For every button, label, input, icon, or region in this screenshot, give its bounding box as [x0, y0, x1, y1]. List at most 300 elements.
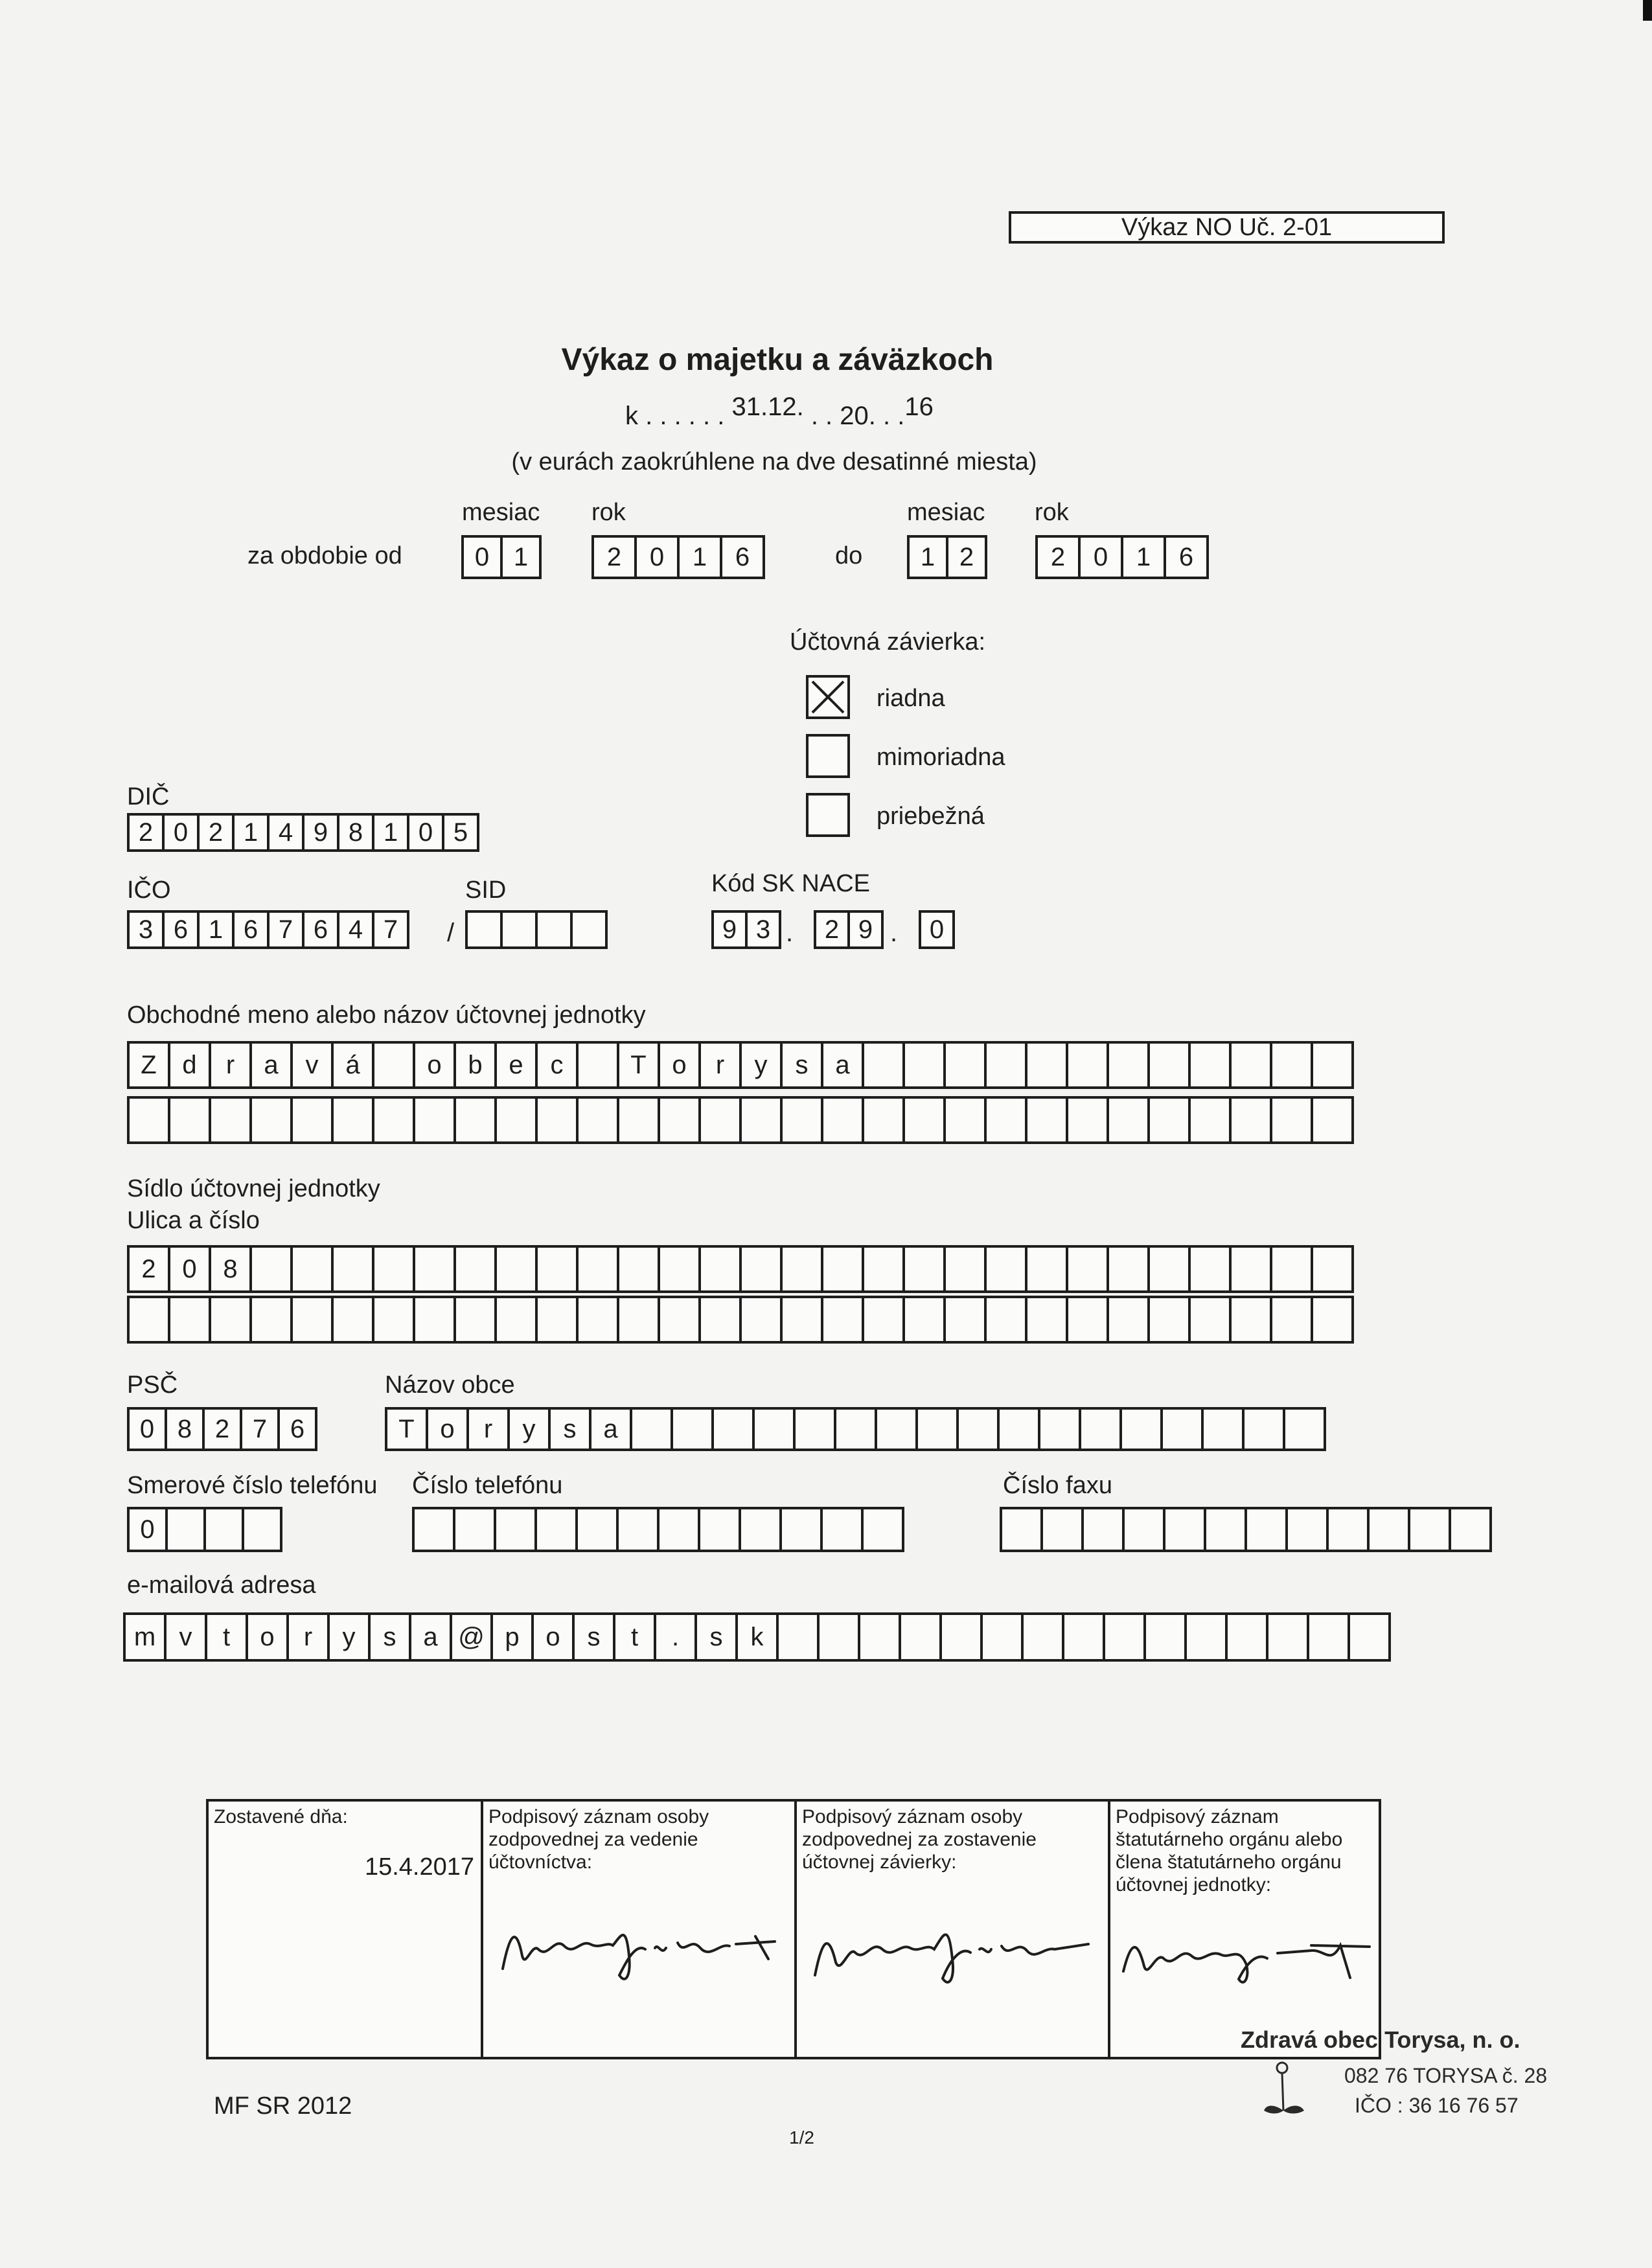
char-cell[interactable]	[1311, 1296, 1354, 1344]
char-cell[interactable]	[779, 1507, 823, 1552]
char-cell[interactable]	[1062, 1612, 1105, 1662]
char-cell[interactable]	[1225, 1612, 1268, 1662]
char-cell[interactable]	[249, 1245, 293, 1293]
char-cell[interactable]	[576, 1296, 619, 1344]
checkbox-mimoriadna[interactable]	[806, 734, 850, 778]
char-cell[interactable]: a	[821, 1041, 864, 1089]
char-cell[interactable]	[834, 1407, 877, 1451]
from-month-field[interactable]	[461, 535, 542, 579]
street-field-row1[interactable]	[127, 1245, 1354, 1293]
char-cell[interactable]	[1163, 1507, 1206, 1552]
char-cell[interactable]	[242, 1507, 282, 1552]
char-cell[interactable]	[698, 1296, 742, 1344]
char-cell[interactable]	[1107, 1296, 1150, 1344]
char-cell[interactable]	[1188, 1296, 1232, 1344]
sig-col-date	[209, 1802, 481, 2057]
from-year-field[interactable]	[591, 535, 765, 579]
page-title: Výkaz o majetku a záväzkoch	[561, 343, 994, 377]
char-cell[interactable]	[821, 1245, 864, 1293]
char-cell[interactable]	[1107, 1245, 1150, 1293]
char-cell[interactable]: @	[450, 1612, 493, 1662]
char-cell[interactable]	[1283, 1407, 1326, 1451]
char-cell[interactable]	[1184, 1612, 1228, 1662]
char-cell[interactable]	[500, 910, 538, 949]
char-cell[interactable]: 0	[127, 1407, 167, 1451]
char-cell[interactable]	[1107, 1096, 1150, 1144]
char-cell[interactable]	[1081, 1507, 1125, 1552]
char-cell[interactable]: 4	[337, 910, 374, 949]
char-cell[interactable]	[862, 1296, 905, 1344]
checkbox-riadna-label: riadna	[877, 685, 945, 712]
char-cell[interactable]	[1025, 1296, 1068, 1344]
char-cell[interactable]	[1066, 1296, 1109, 1344]
char-cell[interactable]	[902, 1041, 946, 1089]
char-cell[interactable]	[535, 1296, 579, 1344]
nace-field-1[interactable]	[711, 910, 781, 949]
phone-label: Číslo telefónu	[412, 1472, 563, 1499]
char-cell[interactable]: 6	[302, 910, 339, 949]
char-cell[interactable]	[535, 1096, 579, 1144]
char-cell[interactable]: 1	[232, 813, 270, 852]
char-cell[interactable]: k	[735, 1612, 779, 1662]
char-cell[interactable]	[821, 1296, 864, 1344]
char-cell[interactable]	[630, 1407, 673, 1451]
stamp	[1241, 2026, 1548, 2136]
char-cell[interactable]	[168, 1096, 211, 1144]
char-cell[interactable]	[1270, 1096, 1313, 1144]
psc-field[interactable]	[127, 1407, 317, 1451]
char-cell[interactable]	[1143, 1612, 1187, 1662]
signature-statutory	[1117, 1907, 1376, 1997]
char-cell[interactable]: 2	[197, 813, 235, 852]
char-cell[interactable]	[1160, 1407, 1204, 1451]
char-cell[interactable]: 9	[302, 813, 339, 852]
char-cell[interactable]	[249, 1296, 293, 1344]
char-cell[interactable]	[902, 1296, 946, 1344]
char-cell[interactable]	[1311, 1245, 1354, 1293]
char-cell[interactable]: 0	[407, 813, 444, 852]
char-cell[interactable]	[956, 1407, 1000, 1451]
char-cell[interactable]: t	[613, 1612, 656, 1662]
char-cell[interactable]	[780, 1096, 823, 1144]
char-cell[interactable]	[902, 1245, 946, 1293]
char-cell[interactable]: 0	[461, 535, 503, 579]
char-cell[interactable]: 7	[372, 910, 409, 949]
char-cell[interactable]	[1229, 1296, 1272, 1344]
ico-field[interactable]	[127, 910, 409, 949]
char-cell[interactable]	[821, 1096, 864, 1144]
char-cell[interactable]: 0	[634, 535, 680, 579]
char-cell[interactable]	[776, 1612, 820, 1662]
nace-dot-2: .	[890, 919, 898, 947]
char-cell[interactable]: 4	[267, 813, 304, 852]
char-cell[interactable]	[453, 1245, 497, 1293]
to-year-field[interactable]	[1035, 535, 1209, 579]
name-field-row2[interactable]	[127, 1096, 1354, 1144]
char-cell[interactable]	[980, 1612, 1024, 1662]
char-cell[interactable]: 8	[165, 1407, 205, 1451]
char-cell[interactable]: 2	[202, 1407, 242, 1451]
char-cell[interactable]	[1307, 1612, 1350, 1662]
char-cell[interactable]	[1000, 1507, 1043, 1552]
char-cell[interactable]	[997, 1407, 1040, 1451]
char-cell[interactable]	[862, 1245, 905, 1293]
char-cell[interactable]	[413, 1096, 456, 1144]
char-cell[interactable]	[127, 1296, 170, 1344]
char-cell[interactable]	[331, 1296, 374, 1344]
char-cell[interactable]	[698, 1245, 742, 1293]
char-cell[interactable]	[820, 1507, 864, 1552]
char-cell[interactable]	[576, 1245, 619, 1293]
char-cell[interactable]: 0	[162, 813, 200, 852]
char-cell[interactable]: a	[409, 1612, 452, 1662]
char-cell[interactable]: 0	[127, 1507, 168, 1552]
char-cell[interactable]	[752, 1407, 796, 1451]
char-cell[interactable]	[657, 1507, 700, 1552]
char-cell[interactable]	[209, 1296, 252, 1344]
phone-field[interactable]	[412, 1507, 904, 1552]
char-cell[interactable]	[535, 910, 573, 949]
char-cell[interactable]	[617, 1096, 660, 1144]
char-cell[interactable]: c	[535, 1041, 579, 1089]
char-cell[interactable]: o	[531, 1612, 575, 1662]
char-cell[interactable]: 1	[677, 535, 722, 579]
char-cell[interactable]	[203, 1507, 244, 1552]
char-cell[interactable]	[711, 1407, 755, 1451]
form-code: Výkaz NO Uč. 2-01	[1121, 214, 1333, 241]
char-cell[interactable]: p	[490, 1612, 534, 1662]
char-cell[interactable]	[1038, 1407, 1081, 1451]
char-cell[interactable]	[570, 910, 608, 949]
char-cell[interactable]	[413, 1296, 456, 1344]
char-cell[interactable]	[1107, 1041, 1150, 1089]
char-cell[interactable]	[915, 1407, 959, 1451]
fax-field[interactable]	[1000, 1507, 1492, 1552]
char-cell[interactable]	[739, 1096, 783, 1144]
date-dots-2: . .	[803, 402, 840, 430]
char-cell[interactable]	[1367, 1507, 1410, 1552]
char-cell[interactable]	[372, 1096, 415, 1144]
char-cell[interactable]: o	[246, 1612, 289, 1662]
date-prefix: k	[625, 402, 638, 430]
char-cell[interactable]: 1	[1121, 535, 1166, 579]
char-cell[interactable]	[875, 1407, 918, 1451]
char-cell[interactable]	[494, 1096, 538, 1144]
char-cell[interactable]	[943, 1096, 987, 1144]
date-year-prefix: 20	[840, 402, 869, 430]
email-field[interactable]	[123, 1612, 1391, 1662]
char-cell[interactable]	[453, 1096, 497, 1144]
char-cell[interactable]	[1147, 1096, 1191, 1144]
char-cell[interactable]	[861, 1507, 904, 1552]
char-cell[interactable]	[1449, 1507, 1492, 1552]
char-cell[interactable]: s	[548, 1407, 591, 1451]
char-cell[interactable]	[943, 1245, 987, 1293]
seat-label: Sídlo účtovnej jednotky	[127, 1175, 380, 1202]
char-cell[interactable]	[372, 1041, 415, 1089]
char-cell[interactable]: T	[385, 1407, 428, 1451]
date-label: Zostavené dňa:	[214, 1806, 348, 1827]
char-cell[interactable]	[1229, 1245, 1272, 1293]
char-cell[interactable]: m	[123, 1612, 166, 1662]
char-cell[interactable]	[698, 1507, 741, 1552]
char-cell[interactable]: 0	[919, 910, 955, 949]
char-cell[interactable]: 6	[232, 910, 270, 949]
char-cell[interactable]: r	[286, 1612, 330, 1662]
char-cell[interactable]: Z	[127, 1041, 170, 1089]
char-cell[interactable]	[984, 1296, 1027, 1344]
from-year-label: rok	[591, 499, 626, 526]
char-cell[interactable]: r	[698, 1041, 742, 1089]
closing-label: Účtovná závierka:	[790, 628, 986, 656]
char-cell[interactable]	[494, 1296, 538, 1344]
char-cell[interactable]: 1	[372, 813, 409, 852]
char-cell[interactable]	[658, 1245, 701, 1293]
char-cell[interactable]	[943, 1296, 987, 1344]
char-cell[interactable]	[780, 1296, 823, 1344]
char-cell[interactable]	[1285, 1507, 1329, 1552]
char-cell[interactable]	[249, 1096, 293, 1144]
char-cell[interactable]: .	[654, 1612, 697, 1662]
char-cell[interactable]	[817, 1612, 860, 1662]
char-cell[interactable]	[617, 1245, 660, 1293]
char-cell[interactable]	[1066, 1245, 1109, 1293]
char-cell[interactable]: 0	[1078, 535, 1123, 579]
char-cell[interactable]	[862, 1096, 905, 1144]
char-cell[interactable]: 2	[1035, 535, 1081, 579]
char-cell[interactable]: 7	[267, 910, 304, 949]
date-year-suffix: 16	[904, 393, 934, 421]
char-cell[interactable]	[331, 1245, 374, 1293]
char-cell[interactable]: 9	[847, 910, 884, 949]
char-cell[interactable]	[1188, 1041, 1232, 1089]
scan-edge-mark	[1643, 0, 1652, 21]
char-cell[interactable]	[535, 1245, 579, 1293]
char-cell[interactable]: 9	[711, 910, 748, 949]
char-cell[interactable]: 1	[500, 535, 542, 579]
char-cell[interactable]: e	[494, 1041, 538, 1089]
char-cell[interactable]: á	[331, 1041, 374, 1089]
char-cell[interactable]	[1326, 1507, 1370, 1552]
char-cell[interactable]: 2	[946, 535, 987, 579]
char-cell[interactable]	[943, 1041, 987, 1089]
dic-field[interactable]	[127, 813, 479, 852]
nace-field-2[interactable]	[814, 910, 884, 949]
char-cell[interactable]	[671, 1407, 714, 1451]
char-cell[interactable]: 1	[907, 535, 948, 579]
char-cell[interactable]: b	[453, 1041, 497, 1089]
city-field[interactable]	[385, 1407, 1326, 1451]
sid-label: SID	[465, 876, 507, 904]
char-cell[interactable]	[780, 1245, 823, 1293]
char-cell[interactable]: o	[426, 1407, 469, 1451]
stamp-dandelion-icon	[1261, 2059, 1307, 2124]
area-code-label: Smerové číslo telefónu	[127, 1472, 378, 1499]
char-cell[interactable]: T	[617, 1041, 660, 1089]
char-cell[interactable]	[902, 1096, 946, 1144]
char-cell[interactable]	[290, 1245, 334, 1293]
char-cell[interactable]	[1348, 1612, 1391, 1662]
char-cell[interactable]	[858, 1612, 901, 1662]
char-cell[interactable]	[1242, 1407, 1285, 1451]
checkbox-riadna[interactable]	[806, 675, 850, 719]
checkbox-priebezna[interactable]	[806, 793, 850, 837]
char-cell[interactable]	[1066, 1096, 1109, 1144]
subtitle: (v eurách zaokrúhlene na dve desatinné miesta)	[511, 448, 1037, 475]
char-cell[interactable]: t	[205, 1612, 248, 1662]
char-cell[interactable]: s	[572, 1612, 615, 1662]
char-cell[interactable]: v	[290, 1041, 334, 1089]
char-cell[interactable]	[1025, 1245, 1068, 1293]
char-cell[interactable]	[1066, 1041, 1109, 1089]
char-cell[interactable]	[413, 1245, 456, 1293]
char-cell[interactable]	[984, 1245, 1027, 1293]
char-cell[interactable]: r	[466, 1407, 510, 1451]
char-cell[interactable]	[658, 1296, 701, 1344]
char-cell[interactable]	[1229, 1096, 1272, 1144]
char-cell[interactable]: 2	[814, 910, 850, 949]
date-line	[625, 393, 934, 431]
char-cell[interactable]: s	[780, 1041, 823, 1089]
char-cell[interactable]	[739, 1245, 783, 1293]
char-cell[interactable]	[453, 1296, 497, 1344]
char-cell[interactable]: y	[507, 1407, 551, 1451]
char-cell[interactable]	[1270, 1296, 1313, 1344]
char-cell[interactable]	[1204, 1507, 1247, 1552]
char-cell[interactable]	[1079, 1407, 1122, 1451]
char-cell[interactable]	[616, 1507, 660, 1552]
char-cell[interactable]: 1	[197, 910, 235, 949]
char-cell[interactable]: 6	[720, 535, 765, 579]
char-cell[interactable]	[1311, 1096, 1354, 1144]
char-cell[interactable]: 2	[127, 813, 165, 852]
signature-accounting	[496, 1897, 781, 1995]
char-cell[interactable]	[698, 1096, 742, 1144]
date-dots-1: . . . . . .	[638, 402, 732, 430]
char-cell[interactable]: a	[249, 1041, 293, 1089]
to-month-field[interactable]	[907, 535, 987, 579]
page-number: 1/2	[789, 2127, 814, 2148]
char-cell[interactable]: 6	[277, 1407, 317, 1451]
char-cell[interactable]	[1266, 1612, 1309, 1662]
char-cell[interactable]	[862, 1041, 905, 1089]
char-cell[interactable]	[1103, 1612, 1146, 1662]
form-code-box	[1009, 211, 1445, 244]
char-cell[interactable]: y	[739, 1041, 783, 1089]
char-cell[interactable]: 5	[442, 813, 479, 852]
char-cell[interactable]	[899, 1612, 942, 1662]
char-cell[interactable]	[168, 1296, 211, 1344]
name-field-row1[interactable]	[127, 1041, 1354, 1089]
char-cell[interactable]	[494, 1245, 538, 1293]
char-cell[interactable]: 8	[337, 813, 374, 852]
char-cell[interactable]	[1122, 1507, 1165, 1552]
char-cell[interactable]	[209, 1096, 252, 1144]
ico-label: IČO	[127, 876, 171, 904]
char-cell[interactable]	[1201, 1407, 1245, 1451]
street-field-row2[interactable]	[127, 1296, 1354, 1344]
char-cell[interactable]: a	[589, 1407, 632, 1451]
char-cell[interactable]	[412, 1507, 455, 1552]
char-cell[interactable]	[1119, 1407, 1163, 1451]
char-cell[interactable]	[739, 1296, 783, 1344]
char-cell[interactable]	[127, 1096, 170, 1144]
char-cell[interactable]	[372, 1296, 415, 1344]
char-cell[interactable]: o	[413, 1041, 456, 1089]
char-cell[interactable]	[576, 1096, 619, 1144]
char-cell[interactable]: r	[209, 1041, 252, 1089]
char-cell[interactable]	[739, 1507, 782, 1552]
char-cell[interactable]	[331, 1096, 374, 1144]
char-cell[interactable]	[1188, 1245, 1232, 1293]
char-cell[interactable]	[290, 1296, 334, 1344]
char-cell[interactable]	[290, 1096, 334, 1144]
sid-field[interactable]	[465, 910, 608, 949]
char-cell[interactable]	[1408, 1507, 1451, 1552]
char-cell[interactable]	[494, 1507, 537, 1552]
checkbox-priebezna-label: priebežná	[877, 803, 985, 830]
name-label: Obchodné meno alebo názov účtovnej jednotky	[127, 1002, 646, 1029]
char-cell[interactable]: 2	[591, 535, 637, 579]
char-cell[interactable]: d	[168, 1041, 211, 1089]
char-cell[interactable]	[372, 1245, 415, 1293]
char-cell[interactable]	[939, 1612, 983, 1662]
char-cell[interactable]: o	[658, 1041, 701, 1089]
char-cell[interactable]	[1025, 1096, 1068, 1144]
char-cell[interactable]	[576, 1041, 619, 1089]
char-cell[interactable]	[984, 1041, 1027, 1089]
char-cell[interactable]	[1147, 1296, 1191, 1344]
char-cell[interactable]	[1147, 1245, 1191, 1293]
char-cell[interactable]	[1188, 1096, 1232, 1144]
char-cell[interactable]	[1270, 1041, 1313, 1089]
char-cell[interactable]	[658, 1096, 701, 1144]
char-cell[interactable]: v	[164, 1612, 207, 1662]
char-cell[interactable]: 0	[168, 1245, 211, 1293]
char-cell[interactable]	[1229, 1041, 1272, 1089]
char-cell[interactable]	[1021, 1612, 1064, 1662]
char-cell[interactable]: 7	[240, 1407, 280, 1451]
char-cell[interactable]	[1147, 1041, 1191, 1089]
char-cell[interactable]: 3	[127, 910, 165, 949]
char-cell[interactable]	[1040, 1507, 1084, 1552]
char-cell[interactable]	[617, 1296, 660, 1344]
char-cell[interactable]	[984, 1096, 1027, 1144]
char-cell[interactable]	[793, 1407, 836, 1451]
char-cell[interactable]: y	[327, 1612, 371, 1662]
char-cell[interactable]: 6	[162, 910, 200, 949]
char-cell[interactable]: s	[694, 1612, 738, 1662]
nace-field-3[interactable]	[919, 910, 955, 949]
char-cell[interactable]: 3	[745, 910, 781, 949]
char-cell[interactable]	[1025, 1041, 1068, 1089]
char-cell[interactable]	[1245, 1507, 1288, 1552]
char-cell[interactable]	[453, 1507, 496, 1552]
char-cell[interactable]: 8	[209, 1245, 252, 1293]
char-cell[interactable]	[165, 1507, 206, 1552]
char-cell[interactable]	[1270, 1245, 1313, 1293]
char-cell[interactable]	[465, 910, 503, 949]
char-cell[interactable]: s	[368, 1612, 411, 1662]
char-cell[interactable]	[534, 1507, 578, 1552]
area-code-field[interactable]	[127, 1507, 282, 1552]
char-cell[interactable]	[1311, 1041, 1354, 1089]
char-cell[interactable]: 2	[127, 1245, 170, 1293]
char-cell[interactable]	[575, 1507, 619, 1552]
char-cell[interactable]: 6	[1164, 535, 1209, 579]
date-dots-3: . . .	[868, 402, 905, 430]
from-month-label: mesiac	[462, 499, 540, 526]
